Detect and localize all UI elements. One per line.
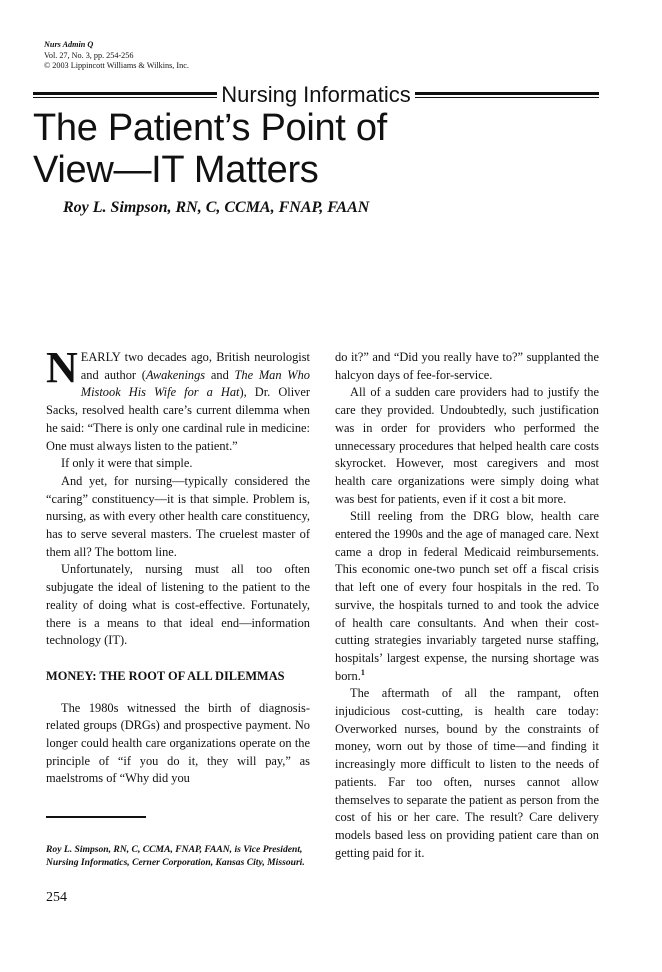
paragraph-text: Still reeling from the DRG blow, health care entered the 1990s and the age of managed care. Next came a drop in federal Medicaid reimbursements. This economic one-two punch set off a fiscal crisis that left one of every four hospitals in the red. To survive, the hospitals turned to and took the advice of health care consultants. And when their cost-cutting strategies invariably targeted nurse staffing, hospitals’ largest expense, the nursing shortage was born. (335, 509, 599, 683)
section-rule-left (33, 92, 217, 98)
paragraph (46, 343, 310, 455)
article-title (33, 107, 387, 191)
section-subheading: MONEY: THE ROOT OF ALL DILEMMAS (46, 668, 285, 683)
lead-in-smallcaps: EARLY (80, 350, 121, 364)
author-footnote: Roy L. Simpson, RN, C, CCMA, FNAP, FAAN, is Vice President, Nursing Informatics, Cerner Corporation, Kansas City, Missouri. (46, 844, 305, 868)
footnote-divider (46, 816, 146, 818)
article-title-line1: The Patient’s Point of (33, 107, 387, 149)
article-title-line2: View—IT Matters (33, 149, 319, 191)
footnote-reference[interactable]: 1 (360, 667, 365, 677)
left-column (46, 343, 310, 788)
paragraph: do it?” and “Did you really have to?” supplanted the halcyon days of fee-for-service. (335, 350, 599, 382)
paragraph: If only it were that simple. (61, 456, 193, 471)
paragraph (335, 508, 599, 685)
author-byline: Roy L. Simpson, RN, C, CCMA, FNAP, FAAN (63, 199, 370, 216)
paragraph: Unfortunately, nursing must all too often subjugate the ideal of listening to the patient to the reality of doing what is cost-effective. Fortunately, there is a means to that ideal end—information technology (IT). (46, 562, 310, 648)
paragraph: All of a sudden care providers had to justify the care they provided. Undoubtedly, such justification was in order for providers who performed the unnecessary procedures that helped health care costs skyrocket. However, most caregivers and most health care organizations were simply doing what was best for patients, even if it cost a bit more. (335, 385, 599, 506)
right-column (335, 349, 599, 862)
paragraph-text: two decades ago, British neurologist and author ( (80, 350, 310, 382)
journal-citation (44, 40, 189, 72)
page-number: 254 (46, 890, 67, 905)
journal-name: Nurs Admin Q (44, 40, 94, 49)
paragraph: And yet, for nursing—typically considered the “caring” constituency—it is that simple. Problem is, nursing, as with every other health care constituency, has to serve several masters. The cruelest master of them all? The bottom line. (46, 473, 310, 559)
journal-volume: Vol. 27, No. 3, pp. 254-256 (44, 50, 134, 60)
paragraph-text: ), Dr. Oliver Sacks, resolved health care’s current dilemma when he said: “There is only one cardinal rule in medicine: One must always listen to the patient.” (46, 385, 310, 453)
paragraph: The 1980s witnessed the birth of diagnosis-related groups (DRGs) and prospective payment. No longer could health care organizations operate on the principle of “if you do it, they will pay,” as maelstroms of “Why did you (46, 700, 310, 786)
paragraph: The aftermath of all the rampant, often injudicious cost-cutting, is health care today: Overworked nurses, bound by the constraints of money, worn out by those of time—and finding it increasingly more difficult to listen to the needs of patients. Far too often, nurses cannot allow themselves to separate the patient as person from the cost of his or her care. The result? Care delivery models based less on providing patient care than on getting paid for it. (335, 686, 599, 860)
section-title: Nursing Informatics (221, 82, 411, 107)
book-title: The Man Who Mistook His Wife for a Hat (80, 367, 310, 400)
book-title: Awakenings (145, 367, 206, 382)
drop-cap: N (46, 343, 78, 392)
section-header (33, 83, 599, 107)
journal-copyright: © 2003 Lippincott Williams & Wilkins, Inc. (44, 61, 189, 70)
paragraph-text: and (205, 367, 235, 382)
section-rule-right (415, 92, 599, 98)
